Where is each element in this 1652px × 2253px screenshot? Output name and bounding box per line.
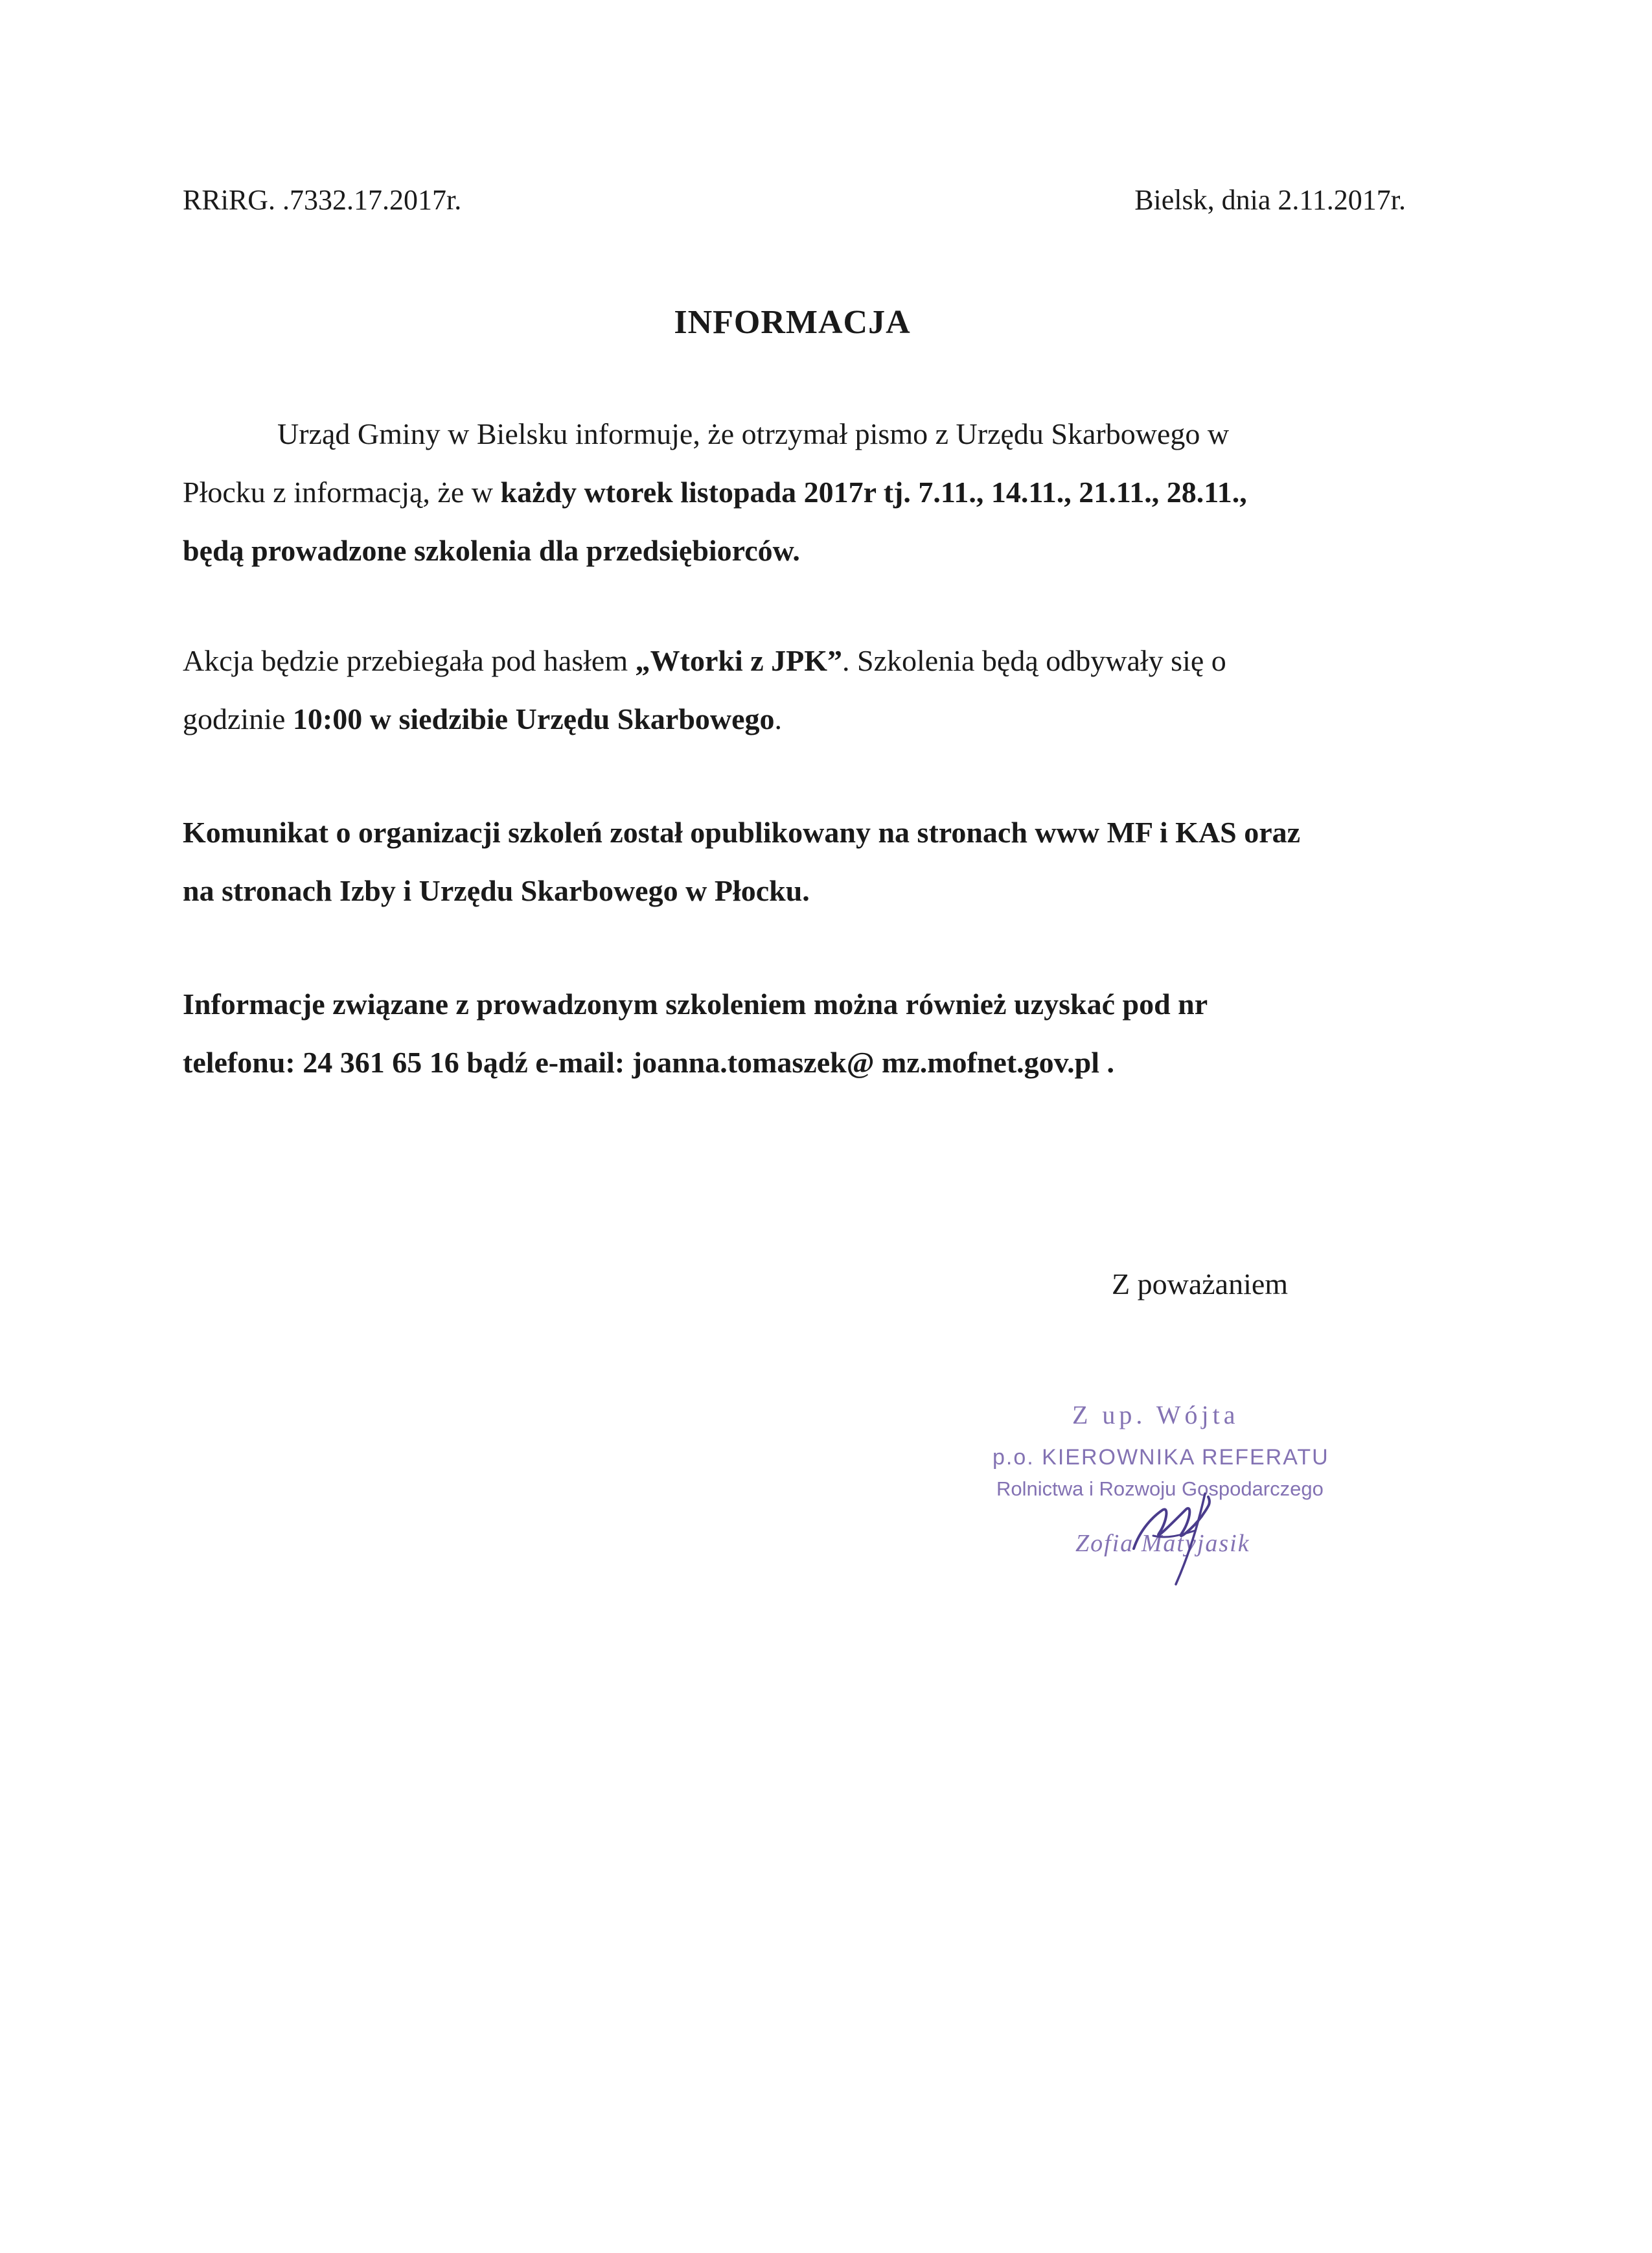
paragraph-line: Płocku z informacją, że w każdy wtorek listopada 2017r tj. 7.11., 14.11., 21.11., 28.11., <box>183 476 1247 509</box>
paragraph-announcement <box>183 405 1414 580</box>
paragraph-line: godzinie 10:00 w siedzibie Urzędu Skarbowego. <box>183 702 783 735</box>
paragraph-line: Urząd Gminy w Bielsku informuje, że otrzymał pismo z Urzędu Skarbowego w <box>277 417 1230 450</box>
stamp-line: Z up. Wójta <box>1072 1400 1239 1429</box>
handwritten-signature <box>1114 1471 1244 1588</box>
place-and-date: Bielsk, dnia 2.11.2017r. <box>1134 184 1406 216</box>
paragraph-contact <box>183 975 1208 1092</box>
stamp-line: p.o. KIEROWNIKA REFERATU <box>992 1445 1329 1470</box>
paragraph-publication <box>183 803 1300 920</box>
closing-salutation: Z poważaniem <box>1112 1267 1289 1300</box>
paragraph-campaign <box>183 632 1226 748</box>
paragraph-line: Akcja będzie przebiegała pod hasłem „Wtorki z JPK”. Szkolenia będą odbywały się o <box>183 644 1226 677</box>
stamp-line: Zofia Matyjasik <box>1075 1530 1250 1557</box>
stamp-line: Rolnictwa i Rozwoju Gospodarczego <box>996 1477 1324 1500</box>
document-reference: RRiRG. .7332.17.2017r. <box>183 184 462 216</box>
paragraph-line: będą prowadzone szkolenia dla przedsiębiorców. <box>183 534 800 567</box>
paragraph-line: Komunikat o organizacji szkoleń został opublikowany na stronach www MF i KAS oraz <box>183 816 1301 849</box>
paragraph-line: telefonu: 24 361 65 16 bądź e-mail: joanna.tomaszek@ mz.mofnet.gov.pl . <box>183 1046 1114 1079</box>
document-title: INFORMACJA <box>674 304 911 341</box>
paragraph-line: na stronach Izby i Urzędu Skarbowego w Płocku. <box>183 874 810 907</box>
paragraph-line: Informacje związane z prowadzonym szkoleniem można również uzyskać pod nr <box>183 988 1208 1021</box>
